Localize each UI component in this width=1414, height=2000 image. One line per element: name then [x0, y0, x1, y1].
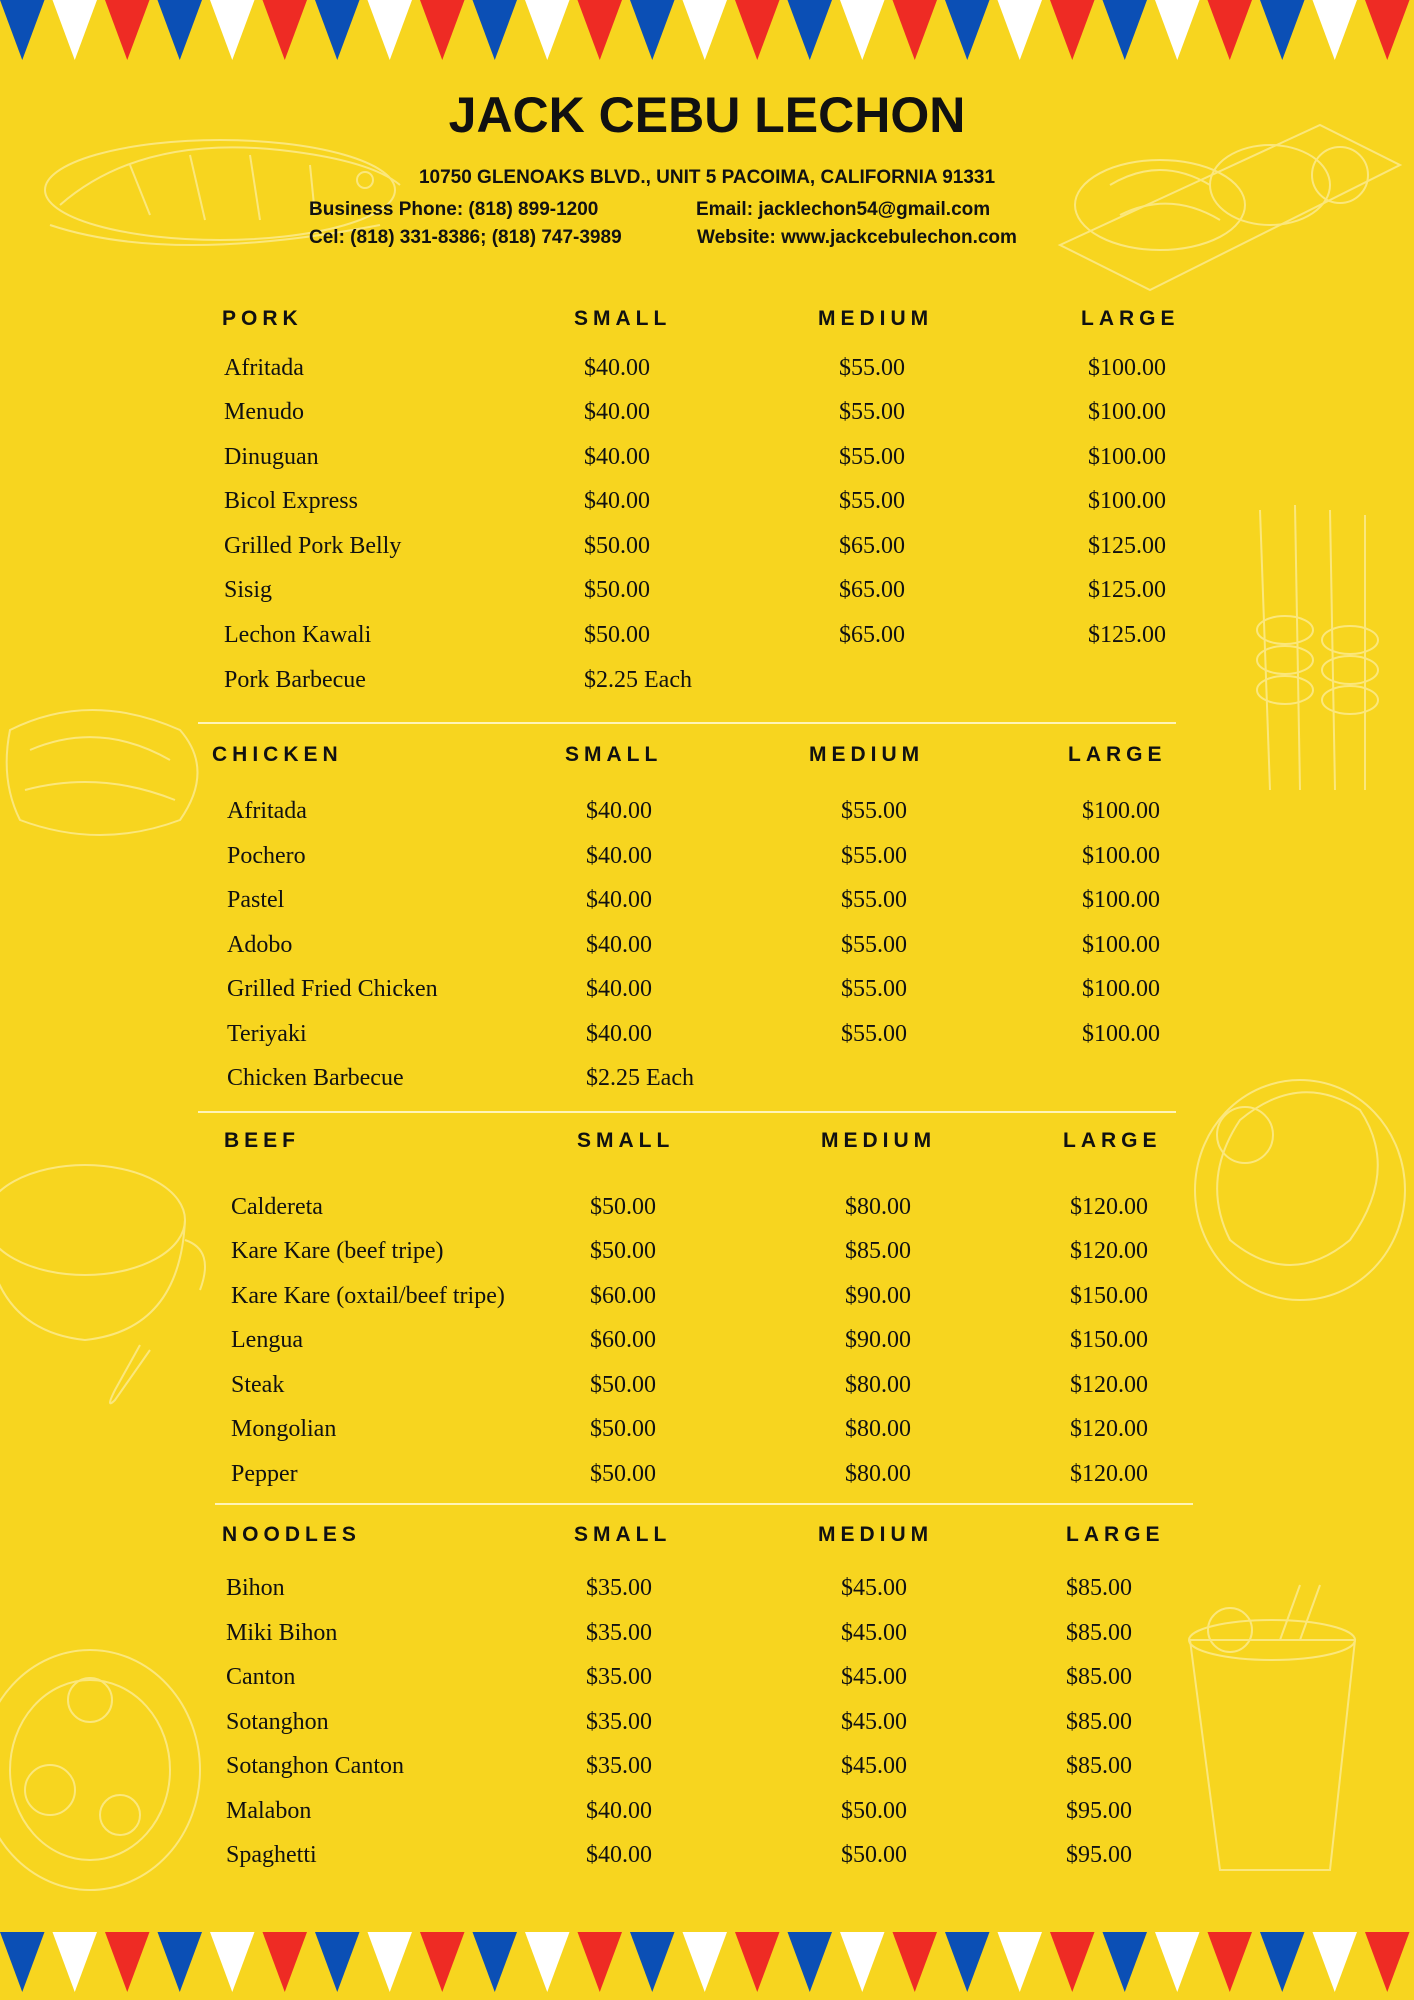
bunting-flag [630, 1932, 675, 1992]
bunting-flag [1155, 0, 1200, 60]
item-name: Sotanghon [226, 1709, 329, 1735]
bunting-flag [473, 1932, 518, 1992]
bunting-flag [420, 0, 465, 60]
price-small: $40.00 [586, 1021, 652, 1047]
bunting-flag [735, 0, 780, 60]
price-large: $100.00 [1082, 932, 1160, 958]
price-small: $35.00 [586, 1620, 652, 1646]
item-name: Chicken Barbecue [227, 1065, 404, 1091]
column-header-large: LARGE [1081, 307, 1180, 330]
item-name: Afritada [224, 355, 304, 381]
price-small: $60.00 [590, 1327, 656, 1353]
item-name: Malabon [226, 1798, 312, 1824]
price-small: $40.00 [586, 798, 652, 824]
price-small: $40.00 [586, 1798, 652, 1824]
price-medium: $45.00 [841, 1664, 907, 1690]
price-large: $150.00 [1070, 1327, 1148, 1353]
bunting-flag [788, 0, 833, 60]
price-small: $40.00 [584, 488, 650, 514]
item-name: Pastel [227, 887, 285, 913]
price-medium: $45.00 [841, 1753, 907, 1779]
bunting-flag [683, 1932, 728, 1992]
item-name: Kare Kare (oxtail/beef tripe) [231, 1283, 505, 1309]
price-large: $100.00 [1082, 976, 1160, 1002]
item-name: Mongolian [231, 1416, 337, 1442]
price-large: $100.00 [1082, 798, 1160, 824]
price-medium: $55.00 [839, 355, 905, 381]
column-header-small: SMALL [574, 307, 672, 330]
bunting-flag [0, 0, 45, 60]
price-medium: $90.00 [845, 1327, 911, 1353]
price-large: $95.00 [1066, 1798, 1132, 1824]
price-large: $120.00 [1070, 1372, 1148, 1398]
bunting-flag [578, 0, 623, 60]
price-medium: $55.00 [841, 798, 907, 824]
restaurant-name: JACK CEBU LECHON [448, 87, 966, 143]
item-name: Dinuguan [224, 444, 319, 470]
bunting-flag [683, 0, 728, 60]
item-name: Steak [231, 1372, 285, 1398]
bunting-flag [105, 0, 150, 60]
price-small: $50.00 [584, 622, 650, 648]
price-medium: $80.00 [845, 1372, 911, 1398]
drink-glass-drawing-icon [1180, 1580, 1380, 1880]
price-small: $50.00 [584, 533, 650, 559]
price-large: $100.00 [1082, 1021, 1160, 1047]
price-medium: $80.00 [845, 1416, 911, 1442]
column-header-medium: MEDIUM [821, 1129, 937, 1152]
price-medium: $50.00 [841, 1798, 907, 1824]
bunting-flag [263, 1932, 308, 1992]
price-small: $40.00 [586, 1842, 652, 1868]
price-small: $40.00 [586, 932, 652, 958]
price-medium: $50.00 [841, 1842, 907, 1868]
bunting-flag [315, 1932, 360, 1992]
item-name: Kare Kare (beef tripe) [231, 1238, 444, 1264]
bunting-flag [1155, 1932, 1200, 1992]
bunting-flag [525, 1932, 570, 1992]
cel-phone: Cel: (818) 331-8386; (818) 747-3989 [309, 227, 622, 248]
bunting-flag [53, 0, 98, 60]
bunting-flag [945, 1932, 990, 1992]
price-large: $120.00 [1070, 1238, 1148, 1264]
price-small: $40.00 [586, 976, 652, 1002]
price-small: $60.00 [590, 1283, 656, 1309]
bunting-flag [473, 0, 518, 60]
bunting-flag [1208, 0, 1253, 60]
price-large: $125.00 [1088, 622, 1166, 648]
price-small: $40.00 [584, 399, 650, 425]
price-small: $50.00 [590, 1372, 656, 1398]
item-name: Pochero [227, 843, 306, 869]
column-header-large: LARGE [1068, 743, 1167, 766]
price-large: $120.00 [1070, 1416, 1148, 1442]
bunting-flag [158, 1932, 203, 1992]
price-large: $125.00 [1088, 577, 1166, 603]
price-small: $50.00 [584, 577, 650, 603]
item-name: Lengua [231, 1327, 303, 1353]
item-name: Grilled Fried Chicken [227, 976, 438, 1002]
section-title: NOODLES [222, 1523, 361, 1546]
price-small: $50.00 [590, 1194, 656, 1220]
item-name: Bicol Express [224, 488, 358, 514]
price-medium: $65.00 [839, 533, 905, 559]
bunting-flag [1208, 1932, 1253, 1992]
price-small: $40.00 [584, 444, 650, 470]
bunting-flag [368, 1932, 413, 1992]
wrapped-food-drawing-icon [0, 690, 220, 850]
price-large: $100.00 [1082, 887, 1160, 913]
price-large: $85.00 [1066, 1664, 1132, 1690]
item-name: Afritada [227, 798, 307, 824]
section-divider [198, 1111, 1176, 1113]
price-medium: $85.00 [845, 1238, 911, 1264]
price-medium: $55.00 [841, 887, 907, 913]
bunting-flag [210, 0, 255, 60]
column-header-medium: MEDIUM [809, 743, 925, 766]
bunting-flag [105, 1932, 150, 1992]
price-medium: $55.00 [841, 932, 907, 958]
bunting-flag [53, 1932, 98, 1992]
bunting-flag [1365, 0, 1410, 60]
item-name: Sotanghon Canton [226, 1753, 404, 1779]
bunting-flag [735, 1932, 780, 1992]
soup-bowl-drawing-icon [0, 1140, 215, 1410]
price-large: $125.00 [1088, 533, 1166, 559]
column-header-medium: MEDIUM [818, 1523, 934, 1546]
bunting-flag [630, 0, 675, 60]
price-medium: $65.00 [839, 622, 905, 648]
section-divider [198, 722, 1176, 724]
item-name: Grilled Pork Belly [224, 533, 402, 559]
column-header-medium: MEDIUM [818, 307, 934, 330]
bunting-flag [1260, 0, 1305, 60]
price-small: $35.00 [586, 1753, 652, 1779]
price-large: $150.00 [1070, 1283, 1148, 1309]
price-medium: $90.00 [845, 1283, 911, 1309]
bunting-flag [210, 1932, 255, 1992]
bunting-flag [840, 1932, 885, 1992]
price-large: $85.00 [1066, 1709, 1132, 1735]
price-small: $35.00 [586, 1709, 652, 1735]
price-each: $2.25 Each [586, 1065, 694, 1091]
bunting-flag [840, 0, 885, 60]
skewers-drawing-icon [1240, 500, 1410, 800]
price-large: $85.00 [1066, 1753, 1132, 1779]
item-name: Menudo [224, 399, 304, 425]
price-medium: $55.00 [841, 1021, 907, 1047]
bunting-flag [525, 0, 570, 60]
price-large: $120.00 [1070, 1194, 1148, 1220]
price-medium: $55.00 [841, 976, 907, 1002]
item-name: Teriyaki [227, 1021, 307, 1047]
price-small: $50.00 [590, 1461, 656, 1487]
price-small: $50.00 [590, 1416, 656, 1442]
bottom-bunting-banner [0, 1928, 1414, 1992]
restaurant-address: 10750 GLENOAKS BLVD., UNIT 5 PACOIMA, CALIFORNIA 91331 [418, 167, 996, 188]
bunting-flag [945, 0, 990, 60]
section-divider [215, 1503, 1193, 1505]
bunting-flag [1365, 1932, 1410, 1992]
column-header-small: SMALL [574, 1523, 672, 1546]
bunting-flag [420, 1932, 465, 1992]
item-name: Caldereta [231, 1194, 323, 1220]
price-small: $40.00 [584, 355, 650, 381]
price-large: $100.00 [1082, 843, 1160, 869]
price-medium: $65.00 [839, 577, 905, 603]
section-title: PORK [222, 307, 303, 330]
price-medium: $80.00 [845, 1461, 911, 1487]
price-medium: $55.00 [839, 488, 905, 514]
bunting-flag [578, 1932, 623, 1992]
bunting-flag [1103, 0, 1148, 60]
price-medium: $55.00 [839, 444, 905, 470]
bunting-flag [368, 0, 413, 60]
price-medium: $55.00 [839, 399, 905, 425]
price-medium: $80.00 [845, 1194, 911, 1220]
bunting-flag [158, 0, 203, 60]
column-header-large: LARGE [1063, 1129, 1162, 1152]
item-name: Spaghetti [226, 1842, 317, 1868]
section-title: CHICKEN [212, 743, 343, 766]
price-large: $95.00 [1066, 1842, 1132, 1868]
bunting-flag [1050, 0, 1095, 60]
price-small: $50.00 [590, 1238, 656, 1264]
price-large: $100.00 [1088, 488, 1166, 514]
price-medium: $45.00 [841, 1620, 907, 1646]
bunting-flag [1313, 0, 1358, 60]
bunting-flag [263, 0, 308, 60]
item-name: Pork Barbecue [224, 667, 366, 693]
price-large: $120.00 [1070, 1461, 1148, 1487]
price-small: $35.00 [586, 1664, 652, 1690]
bunting-flag [1260, 1932, 1305, 1992]
item-name: Canton [226, 1664, 296, 1690]
item-name: Miki Bihon [226, 1620, 338, 1646]
email-address: Email: jacklechon54@gmail.com [696, 199, 991, 220]
column-header-small: SMALL [565, 743, 663, 766]
price-medium: $45.00 [841, 1709, 907, 1735]
price-large: $85.00 [1066, 1620, 1132, 1646]
bunting-flag [1313, 1932, 1358, 1992]
top-bunting-banner [0, 0, 1414, 64]
plated-dish-drawing-icon [1180, 1040, 1410, 1310]
price-medium: $55.00 [841, 843, 907, 869]
bunting-flag [1050, 1932, 1095, 1992]
price-each: $2.25 Each [584, 667, 692, 693]
bunting-flag [788, 1932, 833, 1992]
price-large: $100.00 [1088, 399, 1166, 425]
price-large: $100.00 [1088, 355, 1166, 381]
bunting-flag [0, 1932, 45, 1992]
item-name: Pepper [231, 1461, 298, 1487]
section-title: BEEF [224, 1129, 301, 1152]
bunting-flag [893, 1932, 938, 1992]
bunting-flag [315, 0, 360, 60]
column-header-small: SMALL [577, 1129, 675, 1152]
item-name: Adobo [227, 932, 293, 958]
column-header-large: LARGE [1066, 1523, 1165, 1546]
noodle-plate-drawing-icon [0, 1640, 210, 1900]
item-name: Sisig [224, 577, 273, 603]
website-url: Website: www.jackcebulechon.com [697, 227, 1017, 248]
item-name: Lechon Kawali [224, 622, 372, 648]
bunting-flag [1103, 1932, 1148, 1992]
price-large: $85.00 [1066, 1575, 1132, 1601]
price-small: $40.00 [586, 843, 652, 869]
item-name: Bihon [226, 1575, 285, 1601]
bunting-flag [893, 0, 938, 60]
bunting-flag [998, 0, 1043, 60]
price-medium: $45.00 [841, 1575, 907, 1601]
business-phone: Business Phone: (818) 899-1200 [309, 199, 599, 220]
price-small: $40.00 [586, 887, 652, 913]
price-large: $100.00 [1088, 444, 1166, 470]
bunting-flag [998, 1932, 1043, 1992]
price-small: $35.00 [586, 1575, 652, 1601]
